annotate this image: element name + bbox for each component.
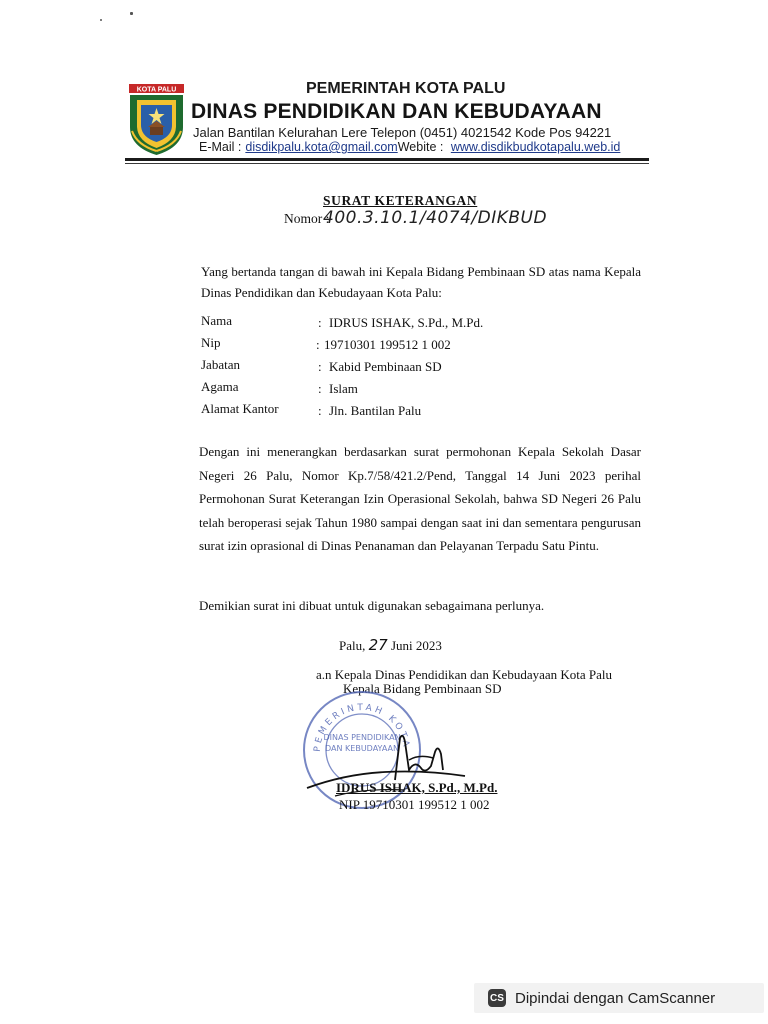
signature-month-year: Juni 2023	[390, 638, 442, 653]
document-title: SURAT KETERANGAN	[323, 193, 478, 208]
stamp-inner-line2: DAN KEBUDAYAAN	[325, 744, 399, 753]
signature-day-handwritten: 27	[368, 636, 388, 654]
intro-paragraph: Yang bertanda tangan di bawah ini Kepala Bidang Pembinaan SD atas nama Kepala Dinas Pendidikan dan Kebudayaan Kota Palu:	[201, 264, 641, 300]
field-label-nip: Nip	[201, 335, 221, 350]
field-label-name: Nama	[201, 313, 233, 328]
nomor-handwritten-value: 400.3.10.1/4074/DIKBUD	[323, 208, 548, 228]
email-link[interactable]: disdikpalu.kota@gmail.com	[245, 140, 398, 154]
field-colon: :	[318, 315, 322, 330]
scan-speck	[130, 12, 133, 15]
website-link[interactable]: www.disdikbudkotapalu.web.id	[450, 140, 621, 154]
signature-on-behalf: a.n Kepala Dinas Pendidikan dan Kebudayaan Kota Palu	[316, 667, 613, 682]
field-colon: :	[318, 403, 322, 418]
camscanner-watermark	[474, 983, 764, 1013]
closing-sentence: Demikian surat ini dibuat untuk digunakan sebagaimana perlunya.	[199, 598, 545, 613]
logo-label: KOTA PALU	[136, 86, 177, 94]
field-value-nip: 19710301 199512 1 002	[324, 337, 451, 352]
field-value-office-address: Jln. Bantilan Palu	[329, 403, 422, 418]
letterhead-divider-thin	[125, 163, 649, 164]
letterhead-agency: DINAS PENDIDIKAN DAN KEBUDAYAAN	[191, 100, 602, 123]
signer-nip: NIP 19710301 199512 1 002	[339, 797, 490, 812]
body-paragraph: Dengan ini menerangkan berdasarkan surat permohonan Kepala Sekolah Dasar Negeri 26 Palu, Nomor Kp.7/58/421.2/Pend, Tanggal 14 Juni 2023 perihal Permohonan Surat Keterangan Izin Operasional Sekolah, bahwa SD Negeri 26 Palu telah beroperasi sejak Tahun 1980 sampai dengan saat ini dan sementara pengurusan surat izin oprasional di Dinas Penanaman dan Pelayanan Terpadu Satu Pintu.	[199, 444, 641, 553]
field-label-religion: Agama	[201, 379, 239, 394]
camscanner-icon: CS	[488, 989, 506, 1007]
stamp-ring-text: PEMERINTAH KOTA	[312, 702, 412, 753]
field-label-office-address: Alamat Kantor	[201, 401, 279, 416]
field-label-position: Jabatan	[201, 357, 240, 372]
field-value-religion: Islam	[329, 381, 358, 396]
website-label: Webite :	[397, 140, 444, 154]
field-value-name: IDRUS ISHAK, S.Pd., M.Pd.	[329, 315, 484, 330]
letterhead-divider-thick	[125, 158, 649, 161]
field-colon: :	[316, 337, 320, 352]
signature-place: Palu,	[339, 638, 366, 653]
scan-speck	[100, 19, 102, 21]
stamp-inner-line1: DINAS PENDIDIKAN	[323, 733, 401, 742]
signer-name: IDRUS ISHAK, S.Pd., M.Pd.	[336, 780, 498, 795]
city-emblem-logo	[125, 83, 188, 156]
field-colon: :	[318, 381, 322, 396]
camscanner-text: Dipindai dengan CamScanner	[515, 989, 716, 1007]
field-colon: :	[318, 359, 322, 374]
email-label: E-Mail :	[199, 140, 242, 154]
signature-position: Kepala Bidang Pembinaan SD	[343, 681, 502, 696]
signature-date	[339, 636, 442, 654]
letterhead-address: Jalan Bantilan Kelurahan Lere Telepon (0451) 4021542 Kode Pos 94221	[193, 125, 612, 140]
nomor-label: Nomor :	[284, 211, 330, 226]
letterhead-government: PEMERINTAH KOTA PALU	[306, 80, 506, 97]
letterhead-contacts	[199, 140, 620, 154]
field-value-position: Kabid Pembinaan SD	[329, 359, 442, 374]
